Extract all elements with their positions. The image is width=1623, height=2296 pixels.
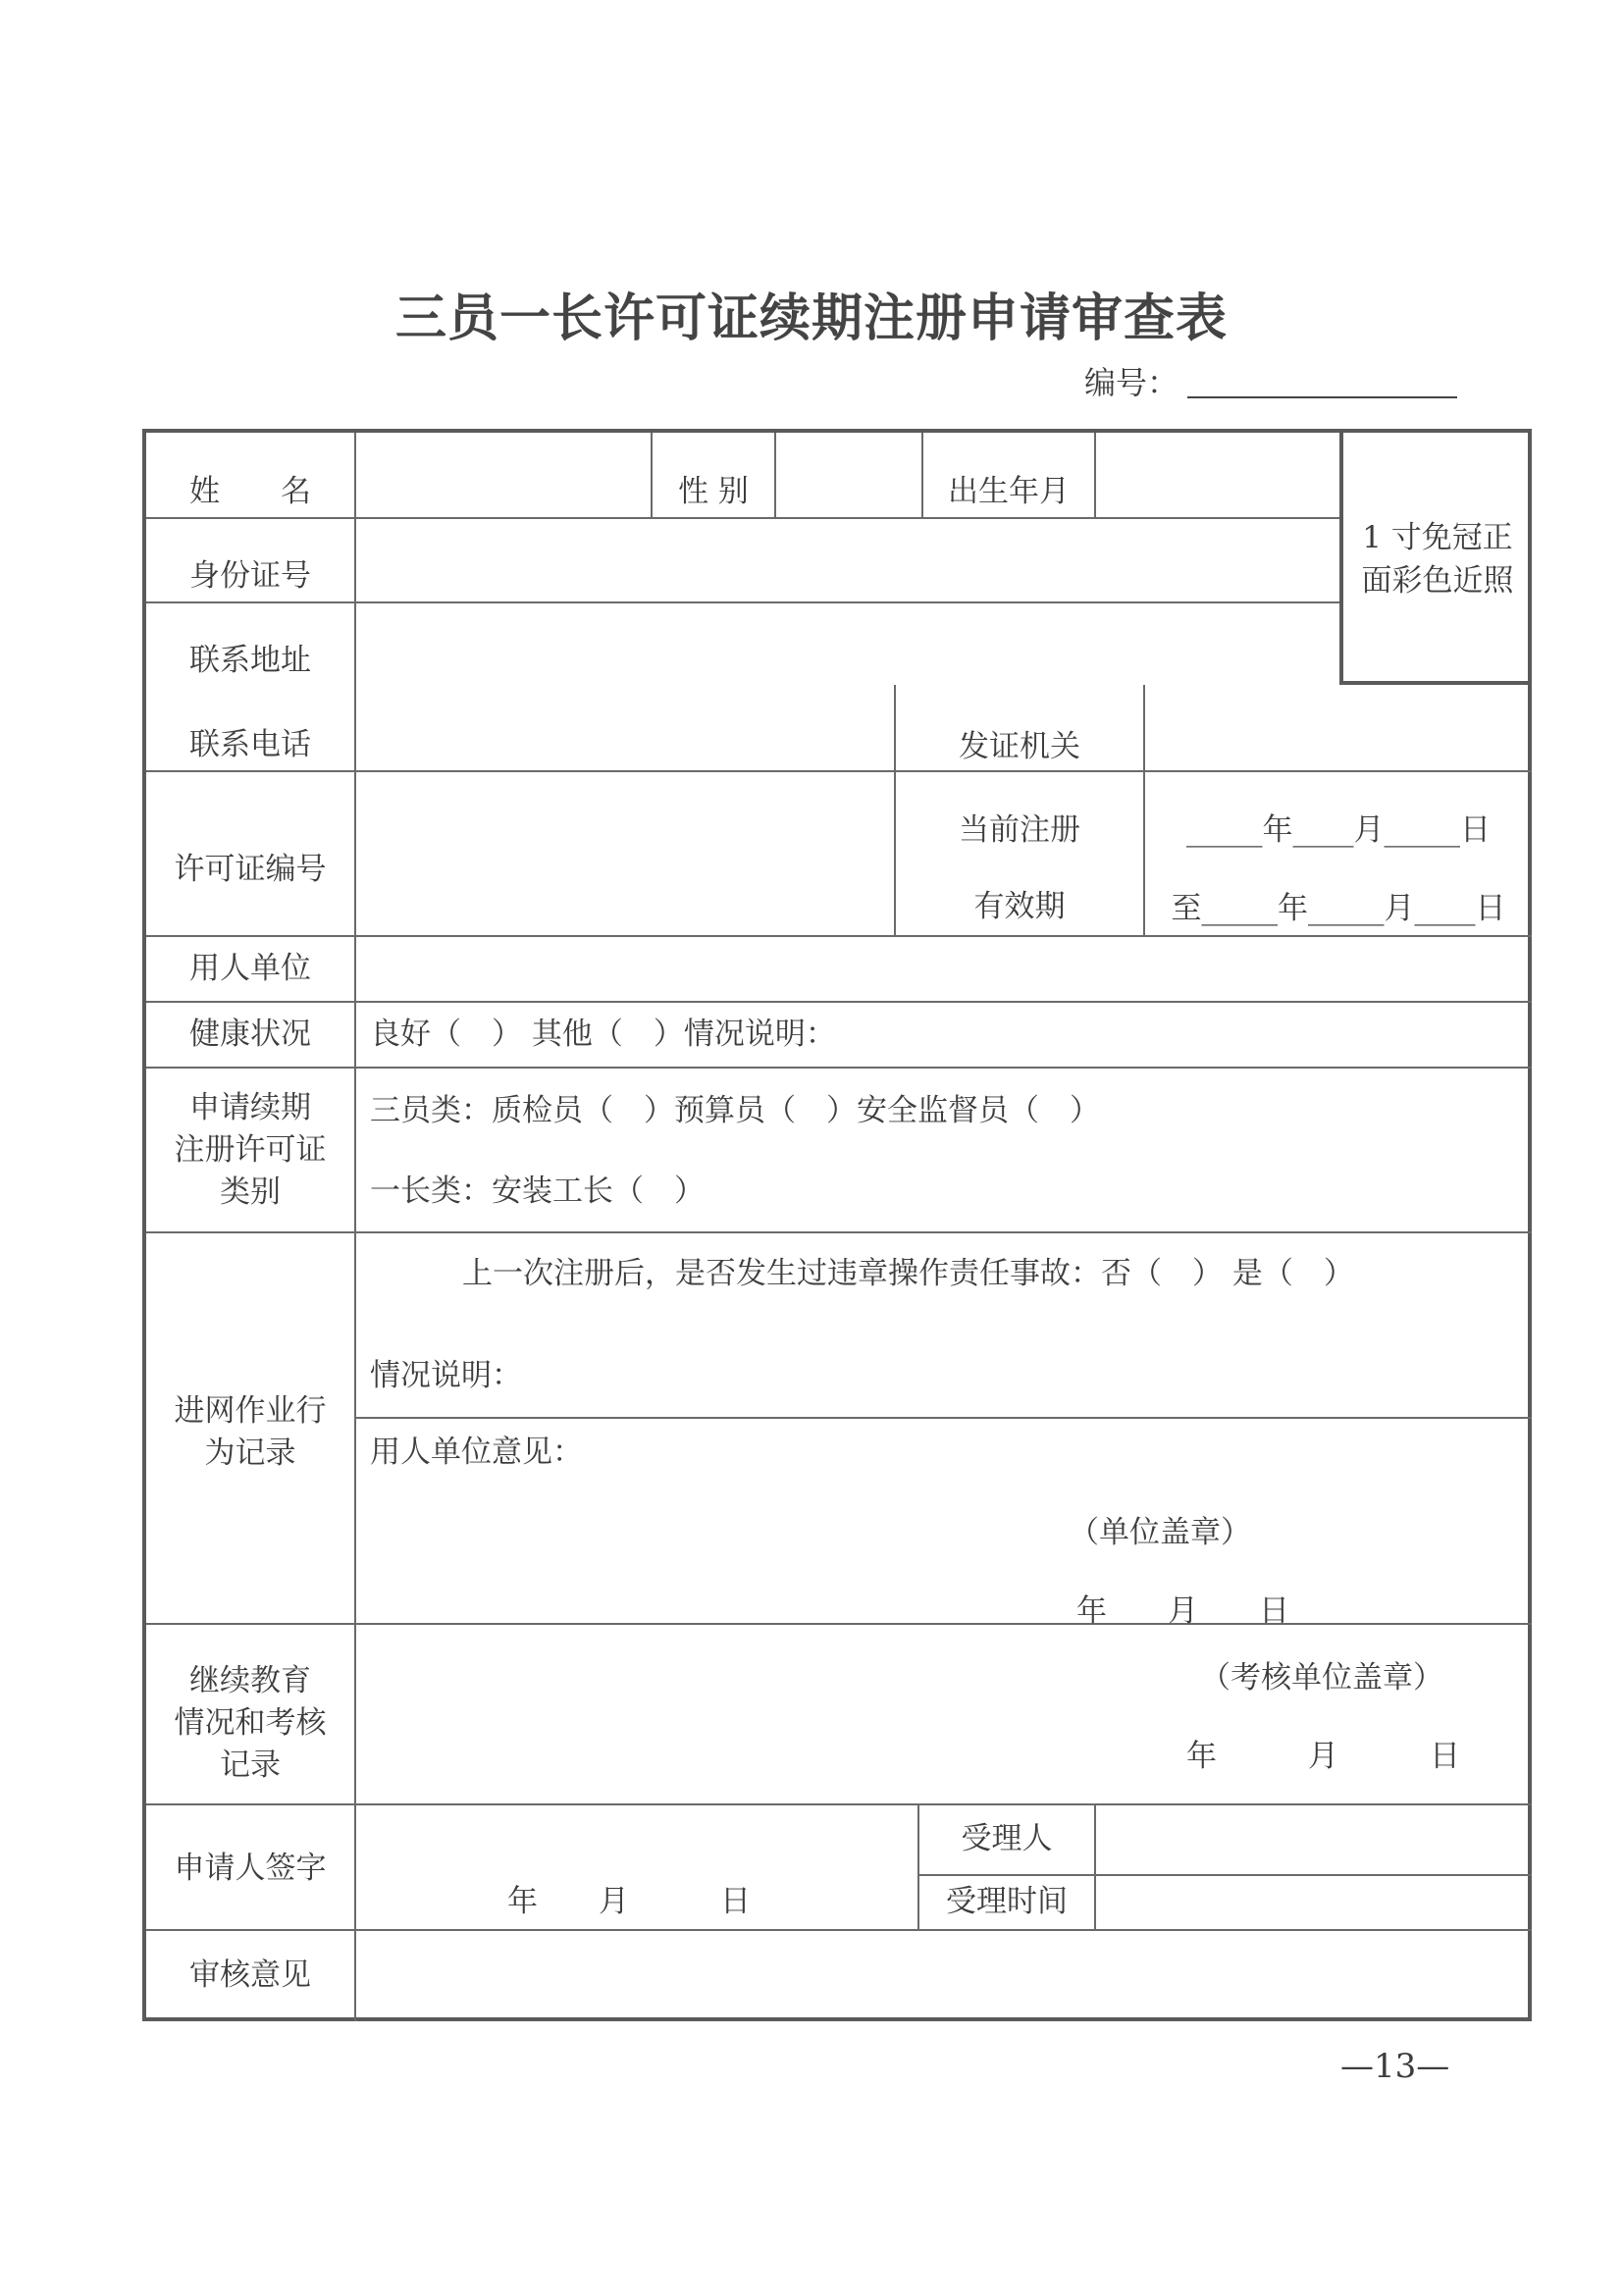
category-label-line1: 申请续期 (189, 1090, 311, 1125)
page-number: —13— (1340, 2047, 1450, 2086)
name-field[interactable] (358, 433, 649, 517)
license-number-field[interactable] (358, 772, 892, 935)
receiver-label: 受理人 (961, 1821, 1053, 1856)
category-label-line2: 注册许可证 (174, 1132, 327, 1168)
review-opinion-label: 审核意见 (189, 1957, 311, 1993)
education-label-line3: 记录 (220, 1748, 281, 1783)
photo-instruction-line1: 1 寸免冠正 (1362, 520, 1513, 555)
employer-field[interactable] (358, 937, 1532, 1001)
situation-label: 情况说明： (370, 1358, 522, 1393)
employer-label: 用人单位 (189, 951, 311, 986)
work-record-label-line2: 为记录 (204, 1435, 296, 1471)
education-label-line1: 继续教育 (189, 1663, 311, 1698)
health-options[interactable]: 良好（ ） 其他（ ）情况说明： (370, 1017, 836, 1052)
education-label-line2: 情况和考核 (174, 1705, 327, 1741)
receive-time-label: 受理时间 (946, 1884, 1068, 1919)
serial-number-label: 编号： (1084, 364, 1179, 401)
photo-instruction-line2: 面彩色近照 (1361, 563, 1514, 599)
validity-end-date[interactable]: 至_____年_____月____日 (1171, 891, 1506, 926)
applicant-signature-date[interactable]: 年 月 日 (507, 1884, 751, 1919)
address-label: 联系地址 (189, 643, 311, 678)
birth-date-label: 出生年月 (948, 474, 1070, 509)
license-number-label: 许可证编号 (174, 852, 327, 887)
phone-field[interactable] (358, 687, 892, 770)
photo-box[interactable] (1339, 433, 1532, 685)
name-label: 姓 名 (189, 474, 311, 509)
category-label-line3: 类别 (220, 1174, 281, 1210)
id-number-label: 身份证号 (189, 558, 311, 594)
one-chief-options[interactable]: 一长类：安装工长（ ） (370, 1174, 705, 1209)
validity-label: 有效期 (973, 889, 1066, 924)
application-form-table (142, 429, 1532, 2021)
validity-start-date[interactable]: _____年____月_____日 (1186, 812, 1491, 848)
current-registration-label: 当前注册 (959, 812, 1080, 848)
assessment-date[interactable]: 年 月 日 (1186, 1739, 1460, 1774)
serial-number-field[interactable] (1187, 396, 1457, 398)
employer-opinion-label: 用人单位意见： (370, 1435, 583, 1470)
unit-seal-label: （单位盖章） (1069, 1515, 1251, 1550)
health-label: 健康状况 (189, 1017, 311, 1052)
id-number-field[interactable] (358, 519, 1337, 601)
birth-date-field[interactable] (1096, 433, 1337, 517)
applicant-signature-label: 申请人签字 (174, 1851, 327, 1886)
receiver-field[interactable] (1096, 1805, 1532, 1874)
phone-label: 联系电话 (189, 727, 311, 762)
address-field[interactable] (358, 603, 1337, 685)
employer-opinion-date[interactable]: 年 月 日 (1076, 1593, 1289, 1629)
issuer-field[interactable] (1145, 687, 1532, 770)
three-staff-options[interactable]: 三员类：质检员（ ）预算员（ ）安全监督员（ ） (370, 1093, 1100, 1128)
review-opinion-field[interactable] (358, 1931, 1532, 2021)
assessment-seal-label: （考核单位盖章） (1200, 1660, 1443, 1696)
receive-time-field[interactable] (1096, 1876, 1532, 1929)
gender-label: 性 别 (678, 474, 749, 509)
issuer-label: 发证机关 (959, 729, 1080, 764)
column-divider (354, 433, 356, 2021)
gender-field[interactable] (776, 433, 919, 517)
form-title: 三员一长许可证续期注册申请审查表 (394, 288, 1228, 348)
row-divider (354, 1417, 1532, 1419)
work-record-label-line1: 进网作业行 (174, 1393, 327, 1429)
accident-question[interactable]: 上一次注册后，是否发生过违章操作责任事故：否（ ） 是（ ） (462, 1256, 1354, 1291)
